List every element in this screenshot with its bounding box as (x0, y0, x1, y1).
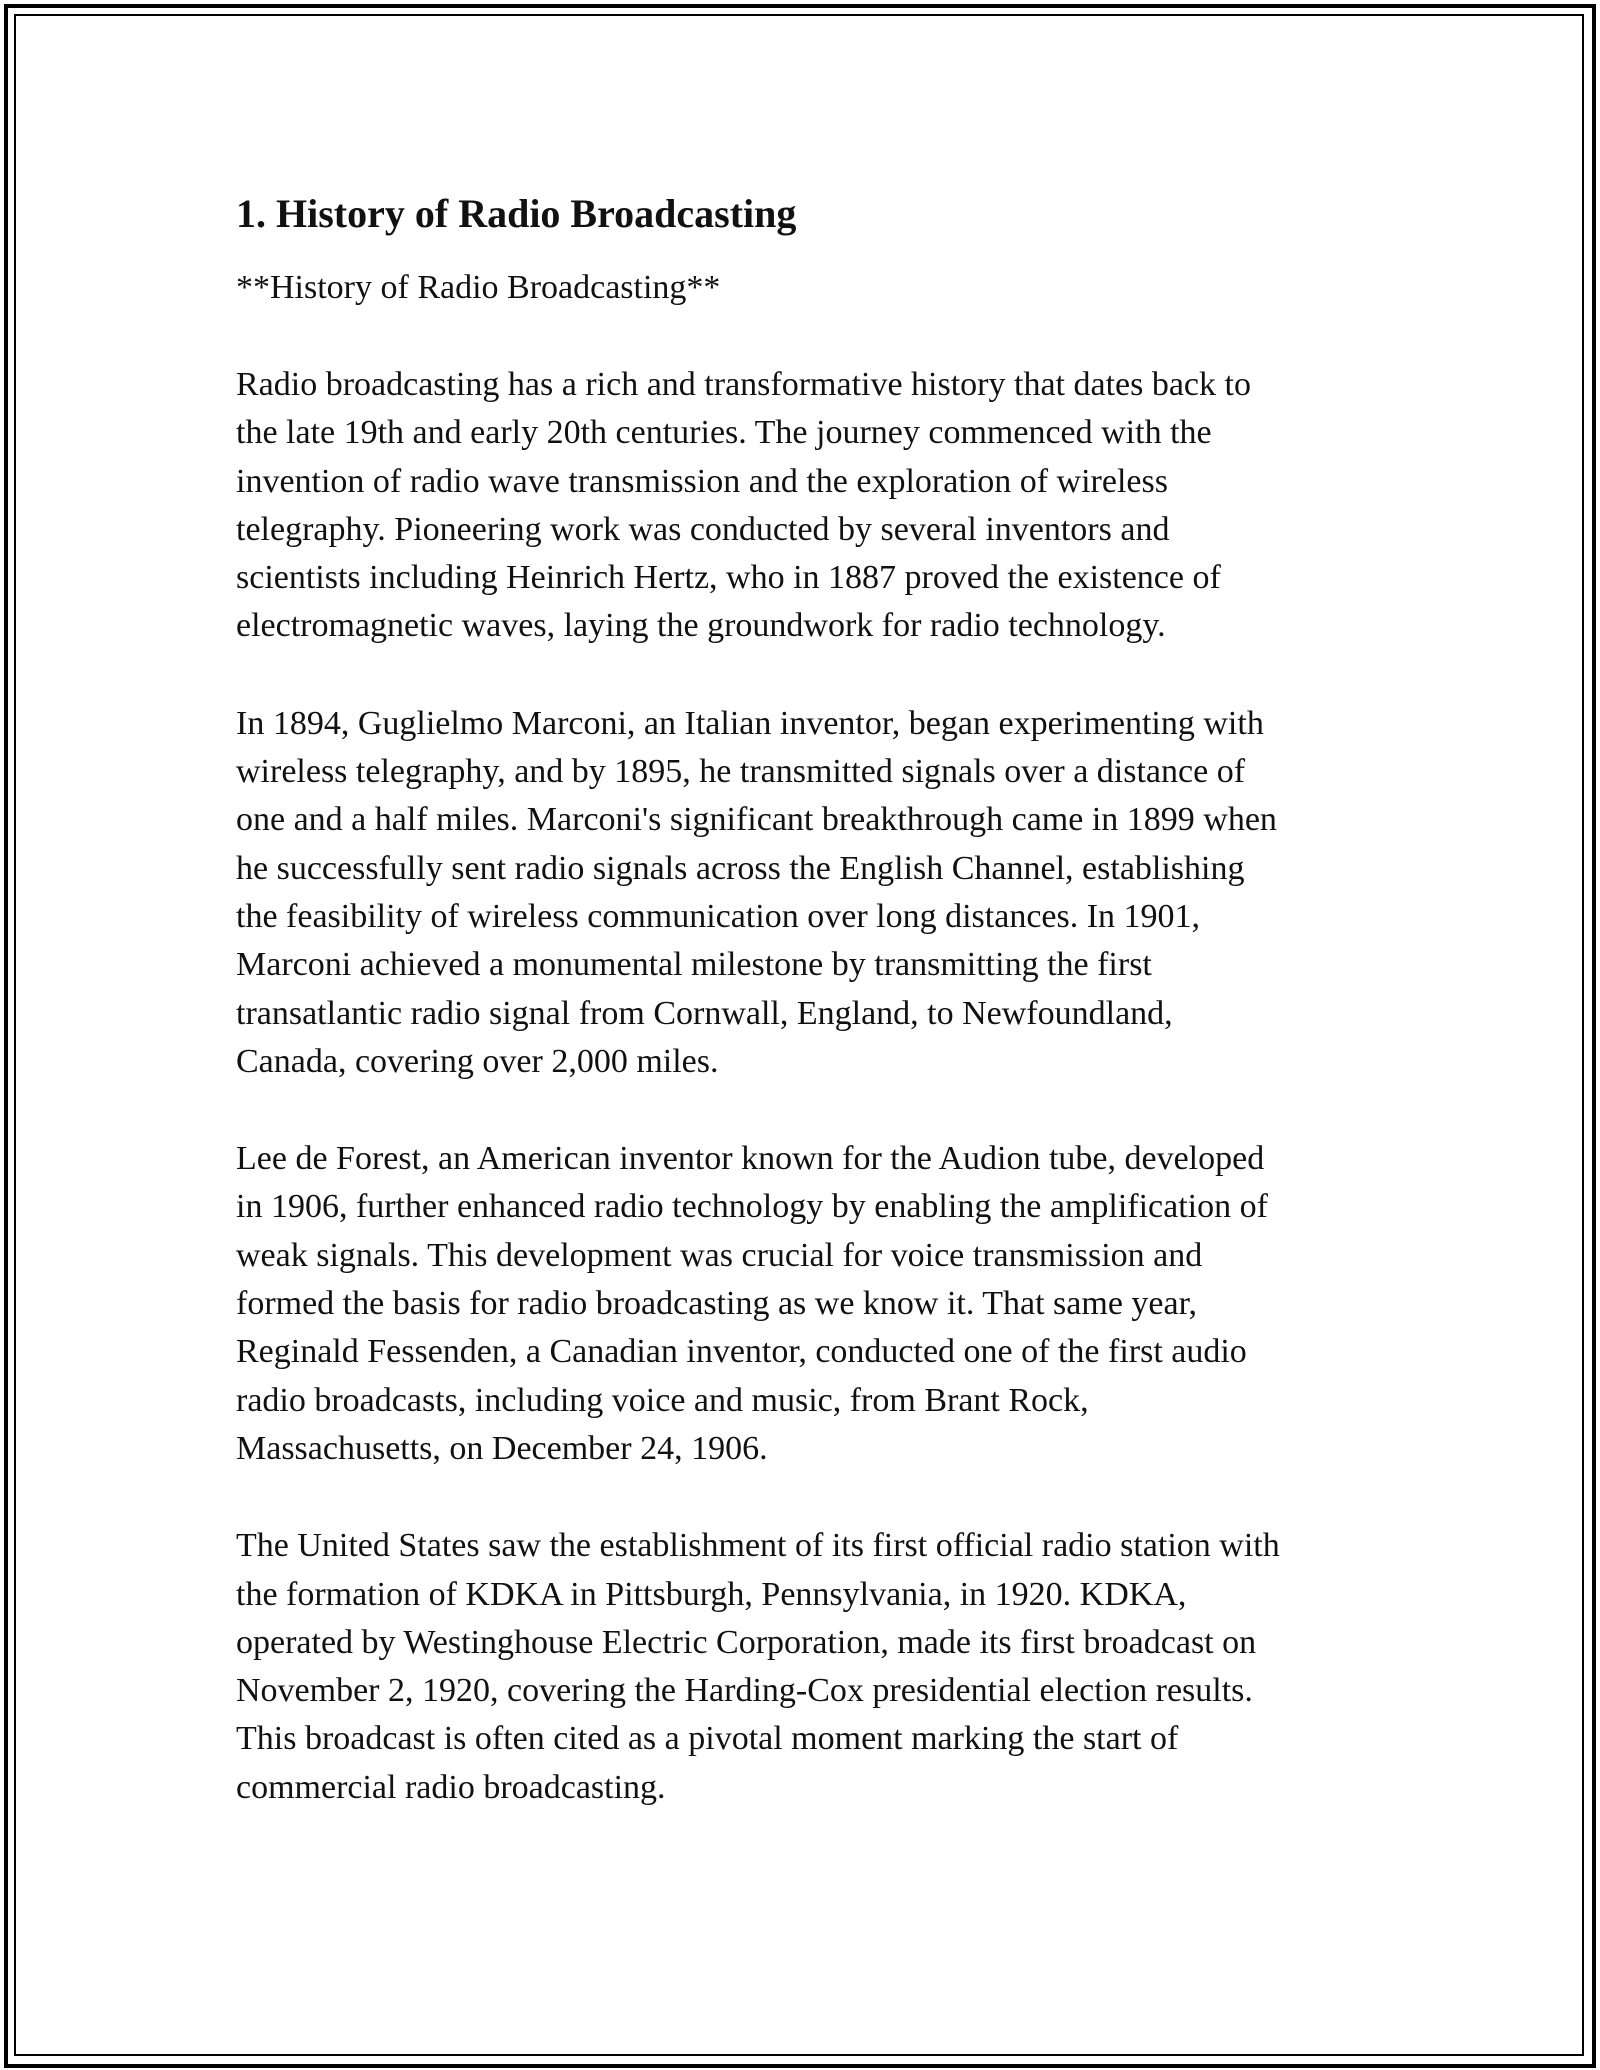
paragraph-line: telegraphy. Pioneering work was conducted by several inventors and (236, 510, 1170, 548)
paragraph-line: operated by Westinghouse Electric Corporation, made its first broadcast on (236, 1623, 1257, 1661)
paragraph-line: invention of radio wave transmission and the exploration of wireless (236, 462, 1168, 500)
paragraph-line: Canada, covering over 2,000 miles. (236, 1042, 719, 1080)
paragraph-line: the feasibility of wireless communication over long distances. In 1901, (236, 897, 1201, 935)
paragraph-line: Radio broadcasting has a rich and transformative history that dates back to (236, 366, 1251, 403)
paragraph-line: Lee de Forest, an American inventor known for the Audion tube, developed (236, 1140, 1265, 1178)
paragraph-line: he successfully sent radio signals across the English Channel, establishing (236, 849, 1245, 887)
paragraph-line: the formation of KDKA in Pittsburgh, Pennsylvania, in 1920. KDKA, (236, 1575, 1187, 1613)
paragraph-line: commercial radio broadcasting. (236, 1768, 666, 1806)
paragraph-line: electromagnetic waves, laying the groundwork for radio technology. (236, 607, 1166, 645)
paragraph (236, 700, 1376, 1086)
paragraph (236, 361, 1376, 651)
document-body (236, 188, 1376, 1812)
paragraph-line: the late 19th and early 20th centuries. The journey commenced with the (236, 414, 1212, 452)
section-subtitle: **History of Radio Broadcasting** (236, 269, 721, 306)
paragraph (236, 1522, 1376, 1812)
paragraph-line: one and a half miles. Marconi's significant breakthrough came in 1899 when (236, 801, 1277, 839)
paragraph-line: formed the basis for radio broadcasting as we know it. That same year, (236, 1285, 1198, 1323)
paragraph-line: radio broadcasts, including voice and music, from Brant Rock, (236, 1381, 1089, 1419)
paragraph-line: Massachusetts, on December 24, 1906. (236, 1429, 768, 1467)
paragraph (236, 1135, 1376, 1473)
paragraph-line: in 1906, further enhanced radio technology by enabling the amplification of (236, 1188, 1268, 1226)
paragraph-line: Reginald Fessenden, a Canadian inventor, conducted one of the first audio (236, 1333, 1247, 1371)
paragraph-line: Marconi achieved a monumental milestone by transmitting the first (236, 946, 1152, 984)
paragraph-line: wireless telegraphy, and by 1895, he transmitted signals over a distance of (236, 753, 1246, 791)
paragraph-line: The United States saw the establishment of its first official radio station with (236, 1527, 1280, 1565)
paragraph-line: In 1894, Guglielmo Marconi, an Italian inventor, began experimenting with (236, 704, 1264, 742)
section-heading: 1. History of Radio Broadcasting (236, 191, 797, 236)
paragraph-line: This broadcast is often cited as a pivotal moment marking the start of (236, 1720, 1179, 1758)
paragraph-line: weak signals. This development was crucial for voice transmission and (236, 1236, 1203, 1274)
paragraph-line: transatlantic radio signal from Cornwall, England, to Newfoundland, (236, 994, 1173, 1032)
paragraph-line: November 2, 1920, covering the Harding-Cox presidential election results. (236, 1672, 1253, 1710)
paragraph-line: scientists including Heinrich Hertz, who in 1887 proved the existence of (236, 559, 1221, 597)
